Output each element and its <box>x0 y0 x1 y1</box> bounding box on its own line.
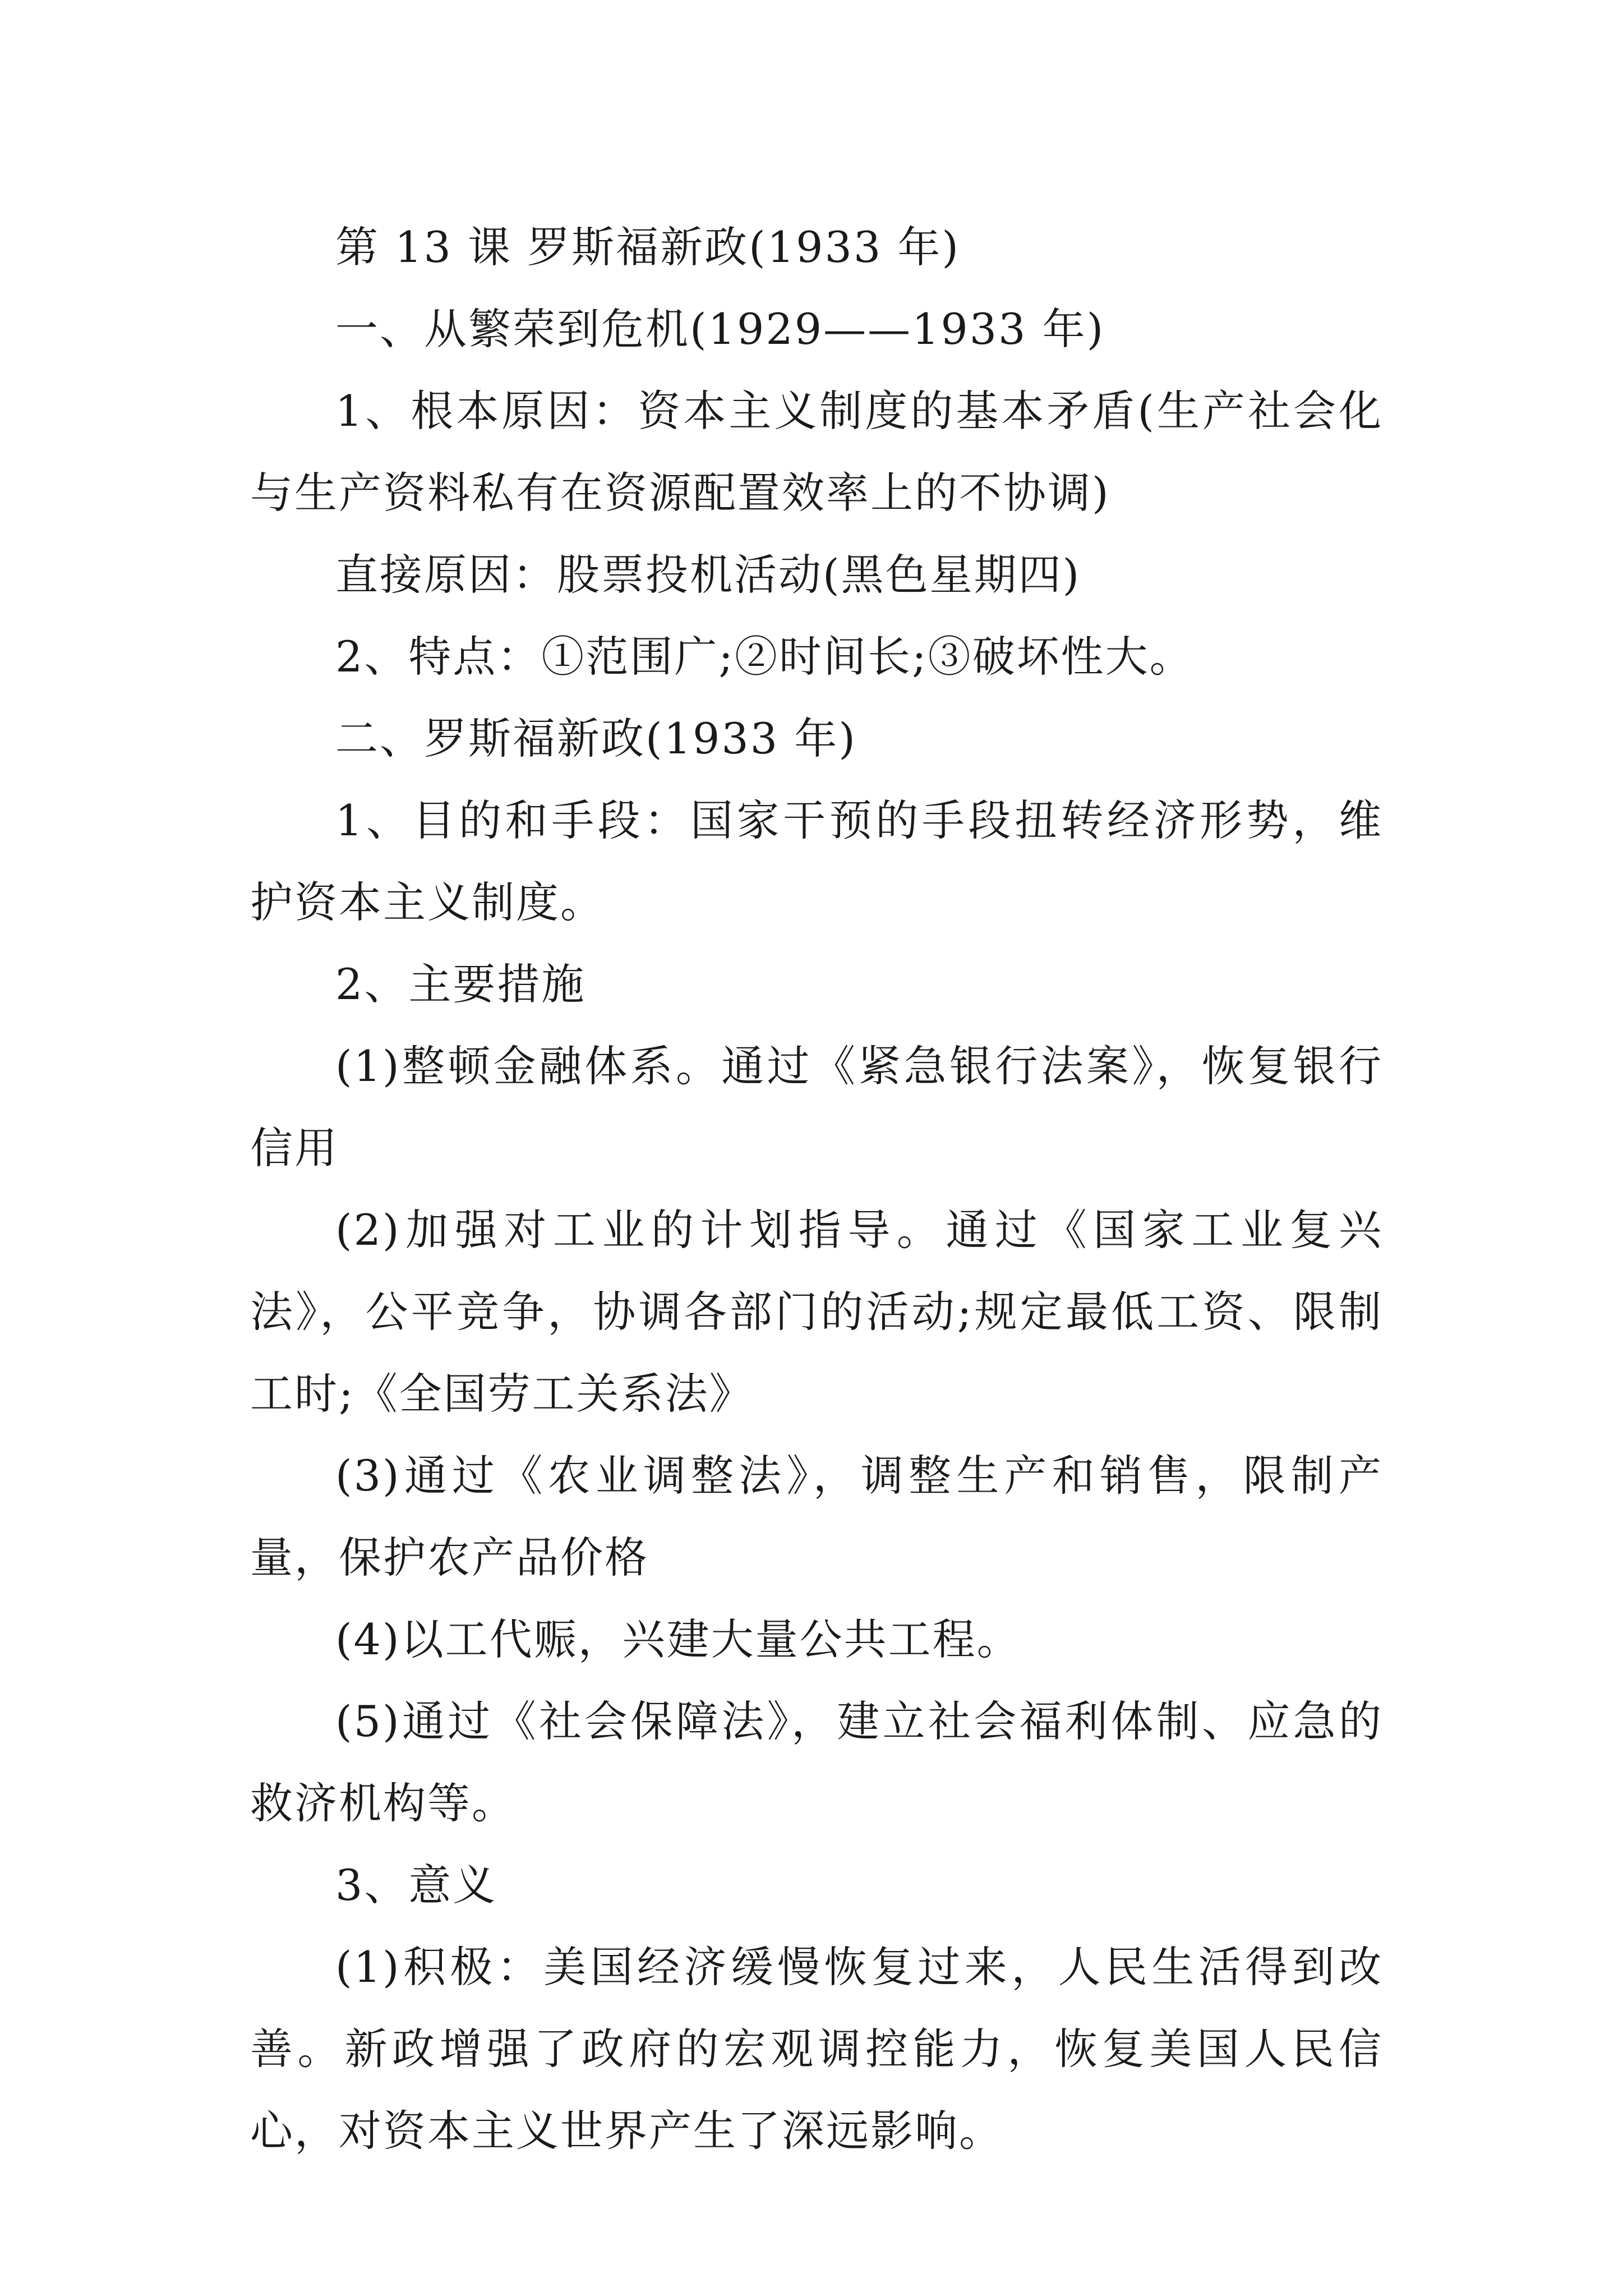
lesson-title: 第 13 课 罗斯福新政(1933 年) <box>335 222 961 272</box>
paragraph-measure-2: (2)加强对工业的计划指导。通过《国家工业复兴法》，公平竞争，协调各部门的活动;规定最低工资、限制工时;《全国劳工关系法》 <box>250 1205 1383 1419</box>
paragraph-measure-1: (1)整顿金融体系。通过《紧急银行法案》，恢复银行信用 <box>250 1041 1383 1173</box>
paragraph-features: 2、特点：①范围广;②时间长;③破坏性大。 <box>335 632 1194 682</box>
paragraph-measure-3: (3)通过《农业调整法》，调整生产和销售，限制产量，保护农产品价格 <box>250 1451 1383 1582</box>
paragraph-significance-heading: 3、意义 <box>335 1860 497 1910</box>
paragraph-direct-cause: 直接原因：股票投机活动(黑色星期四) <box>335 550 1081 600</box>
paragraph-purpose: 1、目的和手段：国家干预的手段扭转经济形势，维护资本主义制度。 <box>250 795 1383 927</box>
paragraph-measure-5: (5)通过《社会保障法》，建立社会福利体制、应急的救济机构等。 <box>250 1696 1383 1828</box>
section-heading-1: 一、从繁荣到危机(1929——1933 年) <box>335 304 1105 354</box>
paragraph-root-cause: 1、根本原因：资本主义制度的基本矛盾(生产社会化与生产资料私有在资源配置效率上的不协调) <box>250 386 1383 518</box>
document-body <box>250 206 1383 2172</box>
paragraph-measures-heading: 2、主要措施 <box>335 959 586 1009</box>
paragraph-measure-4: (4)以工代赈，兴建大量公共工程。 <box>335 1614 1021 1664</box>
paragraph-significance-1: (1)积极：美国经济缓慢恢复过来，人民生活得到改善。新政增强了政府的宏观调控能力，恢复美国人民信心，对资本主义世界产生了深远影响。 <box>250 1942 1383 2156</box>
section-heading-2: 二、罗斯福新政(1933 年) <box>335 714 857 763</box>
